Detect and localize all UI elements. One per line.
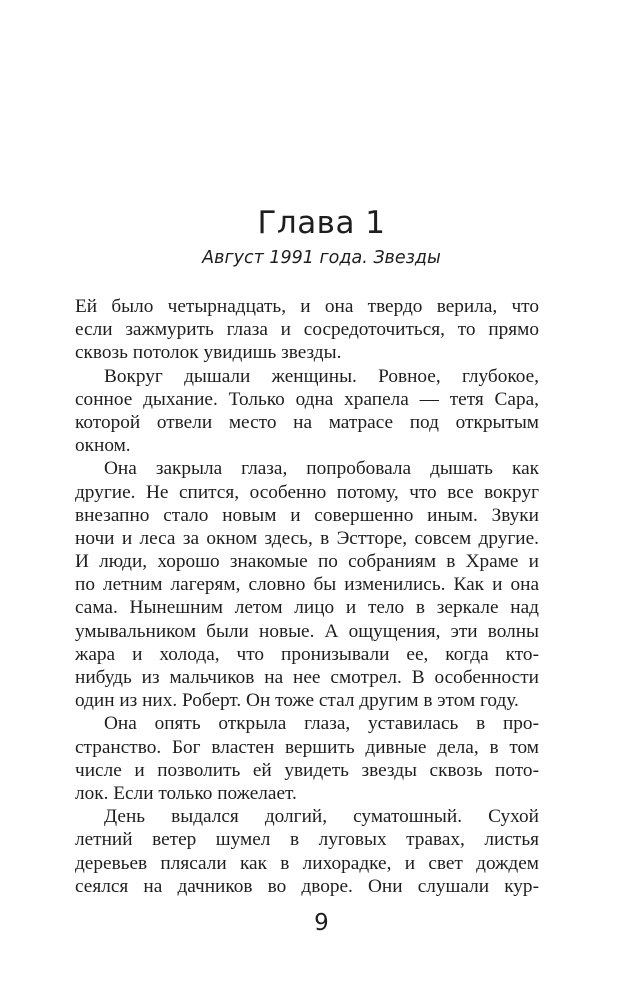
text-line: жара и холода, что пронизывали ее, когда кто- [75, 643, 539, 665]
text-line: если зажмурить глаза и сосредоточиться, то прямо [75, 319, 539, 341]
text-line: И люди, хорошо знакомые по собраниям в Храме и [75, 551, 539, 573]
text-line: по летним лагерям, словно бы изменились. Как и она [75, 574, 539, 596]
text-line: умывальником были новые. А ощущения, эти волны [75, 620, 539, 642]
paragraph [75, 295, 539, 365]
text-line: Она опять открыла глаза, уставилась в про- [104, 713, 539, 735]
text-line: окном. [75, 435, 131, 457]
paragraph [75, 457, 539, 712]
text-line: День выдался долгий, суматошный. Сухой [104, 806, 539, 828]
paragraph [75, 805, 539, 898]
text-line: ночи и леса за окном здесь, в Эстторе, совсем другие. [75, 527, 539, 549]
text-line: один из них. Роберт. Он тоже стал другим в этом году. [75, 690, 519, 712]
page-number: 9 [314, 910, 329, 936]
text-line: летний ветер шумел в луговых травах, листья [75, 829, 539, 851]
text-line: Она закрыла глаза, попробовала дышать как [104, 458, 539, 480]
text-line: странство. Бог властен вершить дивные дела, в том [75, 736, 539, 758]
text-line: нибудь из мальчиков на нее смотрел. В особенности [75, 667, 539, 688]
text-line: сонное дыхание. Только одна храпела — тетя Сара, [75, 388, 539, 410]
text-line: Вокруг дышали женщины. Ровное, глубокое, [104, 365, 539, 387]
text-line: Ей было четырнадцать, и она твердо верила, что [75, 296, 539, 317]
text-line: сквозь потолок увидишь звезды. [75, 342, 342, 364]
text-line: деревьев плясали как в лихорадке, и свет дождем [75, 852, 539, 874]
chapter-title: Глава 1 [257, 205, 386, 241]
text-line: лок. Если только пожелает. [75, 782, 297, 804]
text-line: другие. Не спится, особенно потому, что все вокруг [75, 481, 539, 503]
text-line: внезапно стало новым и совершенно иным. Звуки [75, 504, 539, 526]
body-text [75, 295, 539, 898]
text-line: сама. Нынешним летом лицо и тело в зеркале над [75, 597, 539, 619]
chapter-subtitle: Август 1991 года. Звезды [202, 248, 441, 268]
text-line: сеялся на дачников во дворе. Они слушали кур- [75, 875, 539, 897]
text-line: которой отвели место на матрасе под открытым [75, 411, 539, 433]
text-line: числе и позволить ей увидеть звезды сквозь пото- [75, 759, 539, 781]
paragraph [75, 365, 539, 458]
paragraph [75, 712, 539, 805]
